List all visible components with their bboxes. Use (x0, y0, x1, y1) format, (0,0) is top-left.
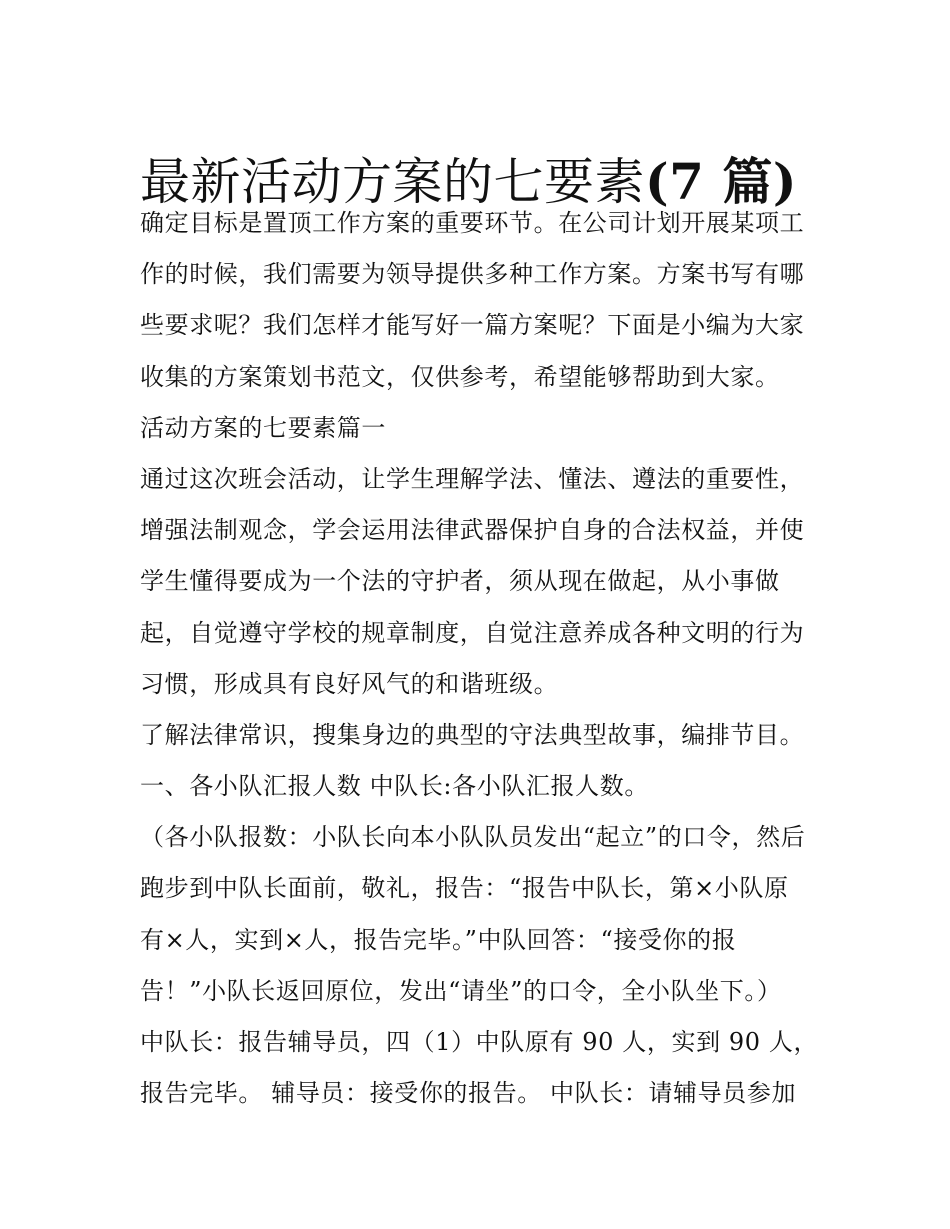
text-line: 了解法律常识，搜集身边的典型的守法典型故事，编排节目。 (140, 720, 805, 749)
text-line: 习惯，形成具有良好风气的和谐班级。 (140, 669, 559, 698)
text-line: 中队长：报告辅导员，四（1）中队原有 90 人，实到 90 人， (140, 1028, 819, 1056)
text-line: 增强法制观念，学会运用法律武器保护自身的合法权益，并使 (140, 516, 805, 545)
text-line: 作的时候，我们需要为领导提供多种工作方案。方案书写有哪 (140, 260, 805, 289)
text-line: 一、各小队汇报人数 中队长:各小队汇报人数。 (140, 772, 649, 801)
section-heading: 活动方案的七要素篇一 (140, 413, 386, 442)
text-line: 学生懂得要成为一个法的守护者，须从现在做起，从小事做 (140, 567, 780, 596)
text-line: 有×人，实到×人，报告完毕。”中队回答：“接受你的报 (140, 925, 737, 954)
document-body (140, 198, 820, 1119)
text-line: 确定目标是置顶工作方案的重要环节。在公司计划开展某项工 (140, 209, 805, 237)
title-main: 最新活动方案的七要素 (140, 152, 645, 211)
text-line: 些要求呢？我们怎样才能写好一篇方案呢？下面是小编为大家 (140, 311, 805, 340)
text-line: 通过这次班会活动，让学生理解学法、懂法、遵法的重要性， (140, 464, 805, 493)
text-line: 报告完毕。 辅导员：接受你的报告。 中队长：请辅导员参加 (140, 1079, 797, 1108)
text-line: 告！”小队长返回原位，发出“请坐”的口令，全小队坐下。） (140, 976, 782, 1005)
text-line: 起，自觉遵守学校的规章制度，自觉注意养成各种文明的行为 (140, 618, 805, 647)
text-line: 收集的方案策划书范文，仅供参考，希望能够帮助到大家。 (140, 362, 780, 391)
title-suffix: (7 篇) (645, 151, 798, 211)
text-line: 跑步到中队长面前，敬礼，报告：“报告中队长，第×小队原 (140, 874, 789, 903)
text-line: （各小队报数：小队长向本小队队员发出“起立”的口令，然后 (140, 823, 806, 852)
